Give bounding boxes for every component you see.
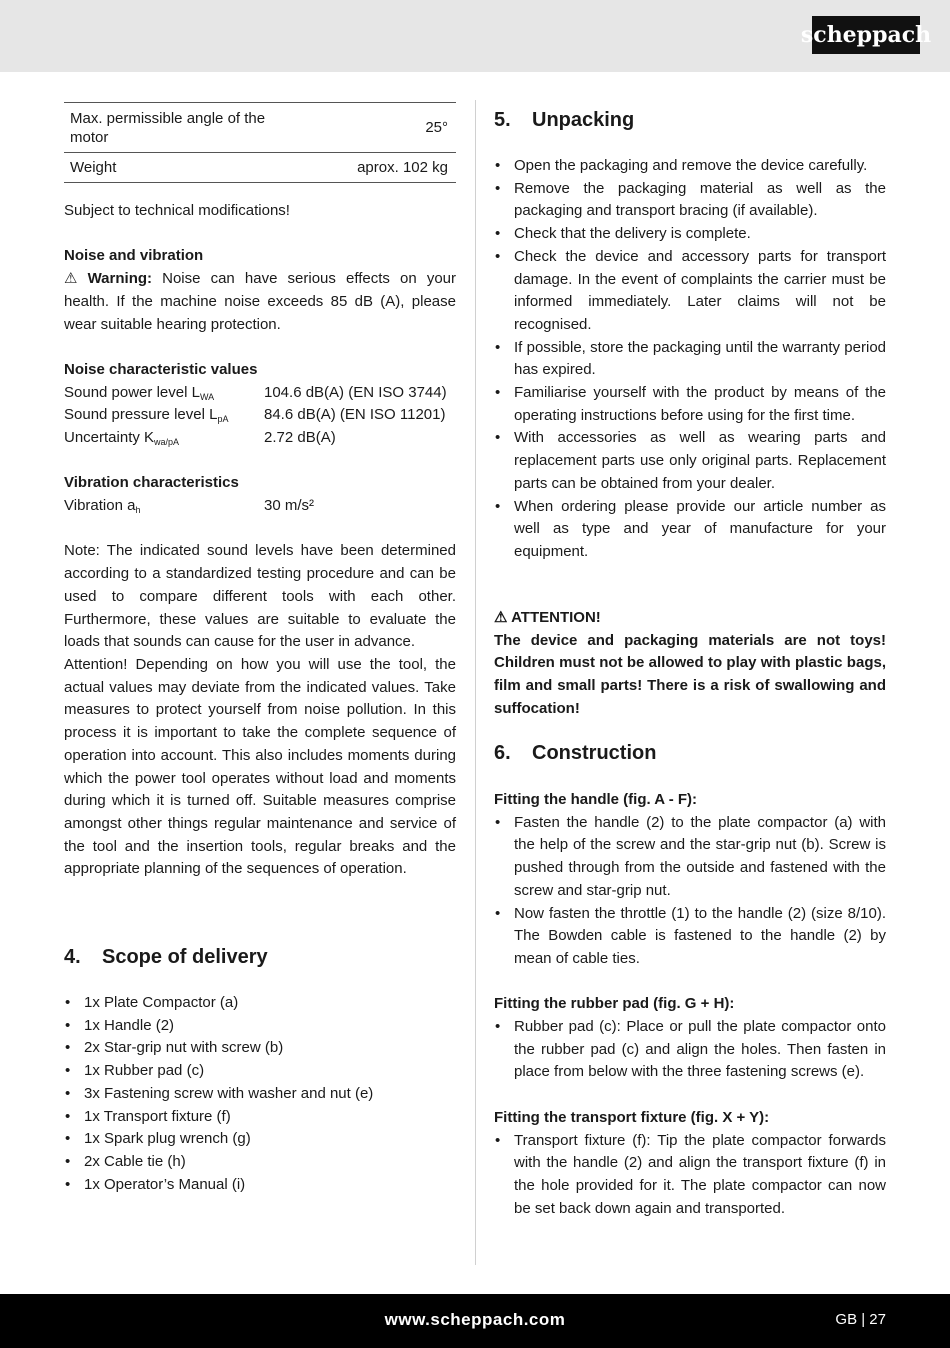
list-item: • 2x Star-grip nut with screw (b): [64, 1037, 456, 1060]
noise-attention: Attention! Depending on how you will use the tool, the actual values may deviate from the indicated values. Take measures to protect yourself from noise pollution. In this process it is important to take the complete sequence of operation into account. This also includes moments during which the power tool operates without load and moments during which it is turned off. Suitable measures comprise amongst other things regular maintenance and service of the tool and the insertion tools, regular breaks and the appropriate planning of the sequences of operation.: [64, 656, 456, 878]
rubber-pad-heading: Fitting the rubber pad (fig. G + H):: [494, 995, 735, 1013]
noise-label: Sound power level L: [64, 383, 200, 401]
list-item: • When ordering please provide our article number as well as type and year of manufacture for your equipment.: [494, 496, 886, 564]
noise-label: Sound pressure level L: [64, 406, 218, 424]
scope-section: [64, 944, 456, 970]
section-title: Construction: [532, 742, 657, 764]
vibration-row: [64, 495, 456, 518]
attention-title: ATTENTION!: [511, 609, 601, 626]
noise-value: 84.6 dB(A) (EN ISO 11201): [264, 406, 446, 424]
vibration-heading: Vibration characteristics: [64, 474, 239, 492]
scope-list: [64, 992, 456, 1196]
noise-warning: [64, 268, 456, 336]
list-item: • Now fasten the throttle (1) to the handle (2) (size 8/10). The Bowden cable is fastened to the handle (2) by mean of cable ties.: [494, 903, 886, 971]
spec-value: 25°: [306, 103, 456, 153]
spec-label: Max. permissible angle of the motor: [64, 103, 306, 153]
list-item: • 2x Cable tie (h): [64, 1151, 456, 1174]
noise-sub: pA: [217, 414, 229, 425]
noise-vibration-heading: Noise and vibration: [64, 247, 204, 265]
noise-value: 2.72 dB(A): [264, 429, 336, 446]
spec-value: aprox. 102 kg: [306, 153, 456, 183]
transport-fixture-heading: Fitting the transport fixture (fig. X + Y):: [494, 1108, 770, 1126]
vibration-sub: h: [135, 505, 141, 516]
unpacking-list: [494, 155, 886, 564]
construction-section: [494, 740, 886, 766]
noise-sub: wa/pA: [154, 437, 180, 447]
noise-value-row: [64, 427, 456, 450]
page-number: GB | 27: [835, 1311, 886, 1328]
list-item: • 1x Spark plug wrench (g): [64, 1128, 456, 1151]
section-number: 4.: [64, 946, 81, 968]
page-footer: [0, 1294, 950, 1348]
list-item: • 1x Handle (2): [64, 1015, 456, 1038]
section-number: 6.: [494, 742, 511, 764]
handle-heading: Fitting the handle (fig. A - F):: [494, 791, 698, 808]
list-item: • With accessories as well as wearing parts and replacement parts use only original parts. Replacement parts can be obtained from your dealer.: [494, 427, 886, 495]
transport-fixture-list: [494, 1130, 886, 1221]
list-item: • Remove the packaging material as well as the packaging and transport bracing (if available).: [494, 178, 886, 223]
construction-heading: [494, 740, 886, 766]
list-item: • 3x Fastening screw with washer and nut (e): [64, 1083, 456, 1106]
rubber-pad-list: [494, 1016, 886, 1084]
list-item: • Fasten the handle (2) to the plate compactor (a) with the help of the screw and the star-grip nut (b). Screw is pushed through from the outside and fastened with the screw and star-grip nut.: [494, 812, 886, 903]
list-item: • 1x Operator’s Manual (i): [64, 1174, 456, 1197]
unpacking-list-wrap: [494, 155, 886, 564]
list-item: • If possible, store the packaging until the warranty period has expired.: [494, 337, 886, 382]
list-item: • Open the packaging and remove the device carefully.: [494, 155, 886, 178]
list-item: • Familiarise yourself with the product by means of the operating instructions before using for the first time.: [494, 382, 886, 427]
list-item: • Transport fixture (f): Tip the plate compactor forwards with the handle (2) and align the transport fixture (f) in the hole provided for it. The plate compactor can now be set back down again and transported.: [494, 1130, 886, 1221]
unpacking-section: [494, 107, 886, 133]
section-title: Scope of delivery: [102, 946, 268, 968]
column-divider: [475, 100, 476, 1265]
page-header: [0, 0, 950, 72]
spec-table: [64, 102, 456, 183]
noise-value-row: [64, 404, 456, 427]
noise-note: Note: The indicated sound levels have been determined according to a standardized testing procedure and can be used to compare different tools with each other. Furthermore, these values are suitable to evaluate the loads that sounds can cause for the user in advance.: [64, 542, 456, 651]
unpacking-heading: [494, 107, 886, 133]
list-item: • Check the device and accessory parts for transport damage. In the event of complaints the carrier must be informed immediately. Later claims will not be recognised.: [494, 246, 886, 337]
footer-url: www.scheppach.com: [384, 1310, 566, 1329]
list-item: • 1x Transport fixture (f): [64, 1106, 456, 1129]
noise-value-row: [64, 382, 456, 405]
attention-text: The device and packaging materials are not toys! Children must not be allowed to play with plastic bags, film and small parts! There is a risk of swallowing and suffocation!: [494, 631, 886, 717]
left-column: [64, 200, 456, 881]
section-title: Unpacking: [532, 109, 635, 131]
vibration-value: 30 m/s²: [264, 497, 315, 515]
handle-list: [494, 812, 886, 971]
warning-text: Noise can have serious effects on your health. If the machine noise exceeds 85 dB (A), please wear suitable hearing protection.: [64, 270, 457, 333]
scope-list-wrap: [64, 992, 456, 1196]
list-item: • Check that the delivery is complete.: [494, 223, 886, 246]
scope-heading: [64, 944, 456, 970]
list-item: • 1x Plate Compactor (a): [64, 992, 456, 1015]
noise-values-heading: Noise characteristic values: [64, 360, 258, 378]
subject-note: Subject to technical modifications!: [64, 202, 290, 219]
vibration-label: Vibration a: [64, 497, 136, 515]
noise-sub: WA: [199, 391, 215, 402]
scheppach-logo: scheppach: [812, 16, 920, 54]
list-item: • 1x Rubber pad (c): [64, 1060, 456, 1083]
section-number: 5.: [494, 109, 511, 131]
table-row: [64, 153, 456, 183]
attention-block: [494, 607, 886, 721]
noise-value: 104.6 dB(A) (EN ISO 3744): [264, 383, 447, 401]
noise-label: Uncertainty K: [64, 429, 155, 446]
attention-heading: [494, 607, 886, 630]
spec-label: Weight: [64, 153, 306, 183]
warning-label: Warning:: [87, 270, 153, 288]
list-item: • Rubber pad (c): Place or pull the plate compactor onto the rubber pad (c) and align the holes. Then fasten in place from below with the three fastening screws (e).: [494, 1016, 886, 1084]
construction-body: [494, 789, 886, 1220]
table-row: [64, 103, 456, 153]
warning-triangle-icon: ⚠: [494, 609, 508, 626]
warning-triangle-icon: ⚠: [64, 270, 78, 288]
